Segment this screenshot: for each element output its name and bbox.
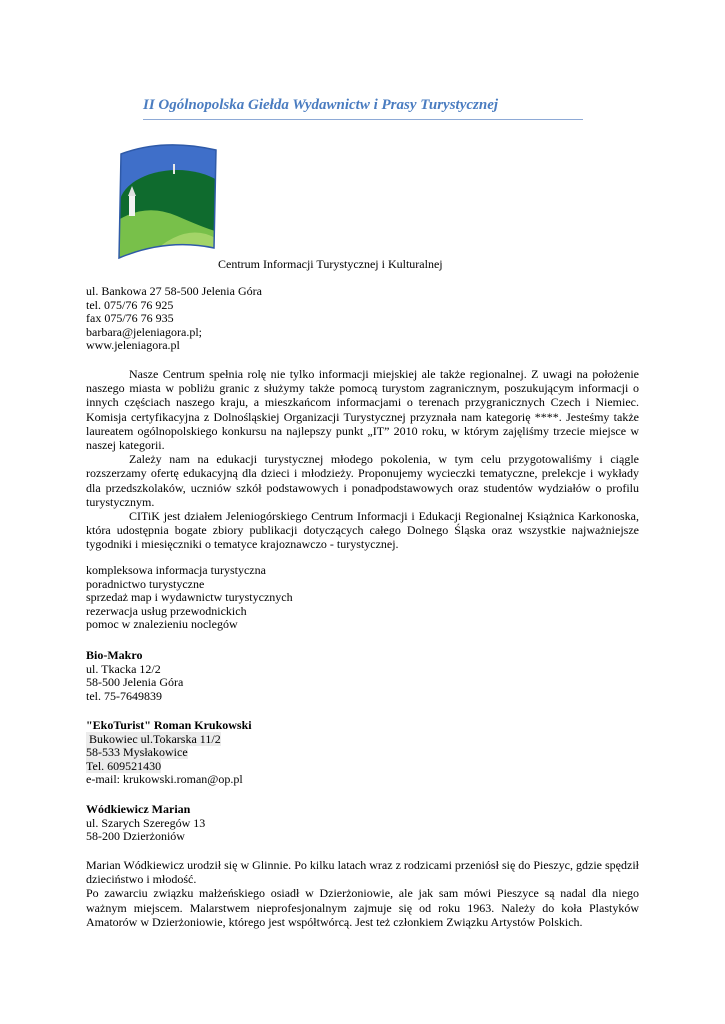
wodkiewicz-city: 58-200 Dzierżoniów [86,829,185,844]
ekoturist-city: 58-533 Mysłakowice [86,745,188,760]
centre-description [86,367,639,552]
biomakro-contact [86,649,183,703]
ekoturist-phone: Tel. 609521430 [86,758,162,773]
logo-landscape [115,140,219,260]
bio-paragraph-1: Marian Wódkiewicz urodził się w Glinnie. Po kilku latach wraz z rodzicami przeniósł się do Pieszyc, gdzie spędził dzieciństwo i młodość. [86,858,639,887]
wodkiewicz-name: Wódkiewicz Marian [86,802,191,816]
address-phone: tel. 075/76 76 925 [86,297,174,312]
wodkiewicz-street: ul. Szarych Szeregów 13 [86,815,206,830]
wodkiewicz-bio [86,858,639,929]
centre-title: Centrum Informacji Turystycznej i Kulturalnej [218,257,443,271]
service-item: sprzedaż map i wydawnictw turystycznych [86,590,293,605]
address-street: ul. Bankowa 27 58-500 Jelenia Góra [86,284,262,298]
bio-paragraph-2: Po zawarciu związku małżeńskiego osiadł w Dzierżoniowie, ale jak sam mówi Pieszyce są nadal dla niego ważnym miejscem. Malarstwem nieprofesjonalnym zajmuje się od roku 1963. Należy do koła Plastyków Amatorów w Dzierżoniowie, którego jest współtwórcą. Jest też członkiem Związku Artystów Polskich. [86,886,639,929]
address-website: www.jeleniagora.pl [86,338,180,353]
address-fax: fax 075/76 76 935 [86,311,174,326]
service-item: pomoc w znalezieniu noclegów [86,617,238,632]
wodkiewicz-contact [86,803,205,844]
centre-address [86,285,262,353]
service-item: poradnictwo turystyczne [86,576,205,591]
biomakro-phone: tel. 75-7649839 [86,688,162,703]
biomakro-city: 58-500 Jelenia Góra [86,675,184,690]
document-header: II Ogólnopolska Giełda Wydawnictw i Prasy Turystycznej [143,97,583,120]
description-paragraph-1: Nasze Centrum spełnia rolę nie tylko informacji miejskiej ale także regionalnej. Z uwagi na położenie naszego miasta w pobliżu granic z służymy także pomocą turystom zagranicznym, poszukującym informacji o innych częściach naszego kraju, a mieszkańcom informacjami o terenach przygranicznych Czech i Niemiec. Komisja certyfikacyjna z Dolnośląskiej Organizacji Turystycznej przyznała nam kategorię ****. Jesteśmy także laureatem ogólnopolskiego konkursu na najlepszy punkt „IT” 2010 roku, w którym zajęliśmy trzecie miejsce w naszej kategorii. [86,367,639,453]
ekoturist-contact [86,719,252,787]
biomakro-street: ul. Tkacka 12/2 [86,661,161,676]
tourist-info-logo [115,140,219,260]
description-paragraph-3: CITiK jest działem Jeleniogórskiego Centrum Informacji i Edukacji Regionalnej Książnica Karkonoska, która udostępnia bogate zbiory publikacji dotyczących całego Dolnego Śląska oraz wszystkie najważniejsze tygodniki i miesięczniki o tematyce krajoznawczo - turystycznej. [86,509,639,552]
ekoturist-email: e-mail: krukowski.roman@op.pl [86,772,243,787]
services-list [86,564,293,632]
service-item: rezerwacja usług przewodnickich [86,603,247,618]
service-item: kompleksowa informacja turystyczna [86,563,266,577]
address-email: barbara@jeleniagora.pl; [86,324,202,339]
ekoturist-street: Bukowiec ul.Tokarska 11/2 [86,731,221,746]
description-paragraph-2: Zależy nam na edukacji turystycznej młodego pokolenia, w tym celu przygotowaliśmy i ciągle rozszerzamy ofertę edukacyjną dla dzieci i młodzieży. Proponujemy wycieczki tematyczne, prelekcje i wykłady dla przedszkolaków, uczniów szkół podstawowych i ponadpodstawowych oraz studentów wydziałów o profilu turystycznym. [86,452,639,509]
ekoturist-name: "EkoTurist" Roman Krukowski [86,718,252,732]
biomakro-name: Bio-Makro [86,648,143,662]
